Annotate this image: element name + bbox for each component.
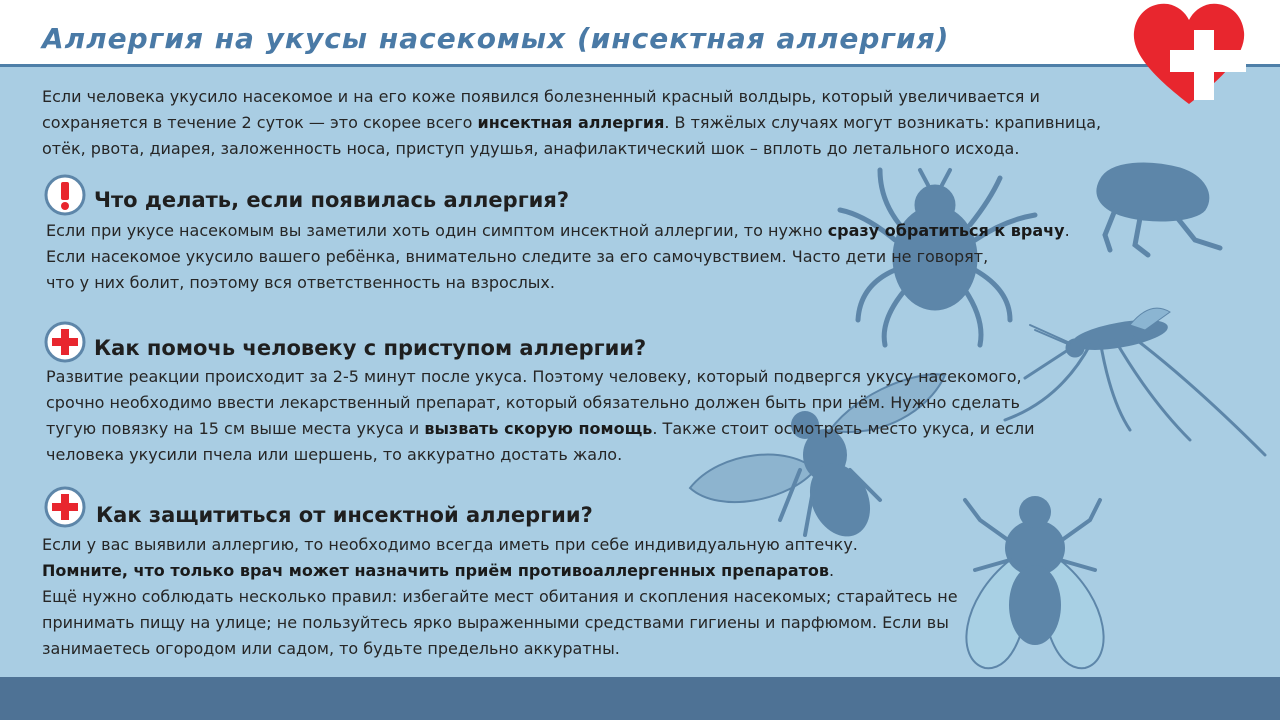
section-line [46, 218, 1070, 244]
section-text-span: . [829, 561, 835, 580]
red-cross-icon [44, 321, 86, 363]
section-bold-term: Помните, что только врач может назначить приём противоаллергенных препаратов [42, 561, 830, 580]
intro-text [42, 84, 1101, 162]
section-text-span: . [1064, 221, 1070, 240]
intro-bold-term: инсектная аллергия [477, 113, 665, 132]
exclamation-icon [44, 174, 86, 216]
mosquito-icon [1005, 308, 1265, 455]
section-text-span: Если при укусе насекомым вы заметили хоть один симптом инсектной аллергии, то нужно [46, 221, 828, 240]
section-line [42, 558, 958, 584]
section-title: Как помочь человеку с приступом аллергии? [94, 336, 647, 360]
flea-icon [1097, 163, 1220, 255]
intro-text-span: . В тяжёлых случаях могут возникать: крапивница, [664, 113, 1102, 132]
section-line: человека укусили пчела или шершень, то аккуратно достать жало. [46, 445, 623, 464]
section-line: срочно необходимо ввести лекарственный препарат, который обязательно должен быть при нём. Нужно сделать [46, 393, 1020, 412]
section-text [42, 532, 958, 662]
section-line: что у них болит, поэтому вся ответственность на взрослых. [46, 273, 555, 292]
intro-line: Если человека укусило насекомое и на его коже появился болезненный красный волдырь, который увеличивается и [42, 87, 1040, 106]
section-line: принимать пищу на улице; не пользуйтесь ярко выраженными средствами гигиены и парфюмом. Если вы [42, 613, 949, 632]
section-line: Если насекомое укусило вашего ребёнка, внимательно следите за его самочувствием. Часто дети не говорят, [46, 247, 989, 266]
intro-line [42, 110, 1101, 136]
section-line [46, 416, 1034, 442]
red-cross-icon [44, 486, 86, 528]
section-title: Как защититься от инсектной аллергии? [96, 503, 593, 527]
page-title: Аллергия на укусы насекомых (инсектная аллергия) [42, 22, 950, 55]
section-bold-term: сразу обратиться к врачу [827, 221, 1065, 240]
section-text-span: тугую повязку на 15 см выше места укуса и [46, 419, 425, 438]
footer-bar [0, 677, 1280, 720]
section-line: Развитие реакции происходит за 2-5 минут после укуса. Поэтому человеку, который подвергся укусу насекомого, [46, 367, 1022, 386]
section-title: Что делать, если появилась аллергия? [94, 188, 570, 212]
section-line: Если у вас выявили аллергию, то необходимо всегда иметь при себе индивидуальную аптечку. [42, 535, 858, 554]
fly-icon [965, 496, 1104, 668]
section-text-span: . Также стоит осмотреть место укуса, и если [652, 419, 1035, 438]
section-bold-term: вызвать скорую помощь [424, 419, 653, 438]
section-line: занимаетесь огородом или садом, то будьте предельно аккуратны. [42, 639, 620, 658]
section-line: Ещё нужно соблюдать несколько правил: избегайте мест обитания и скопления насекомых; старайтесь не [42, 587, 958, 606]
intro-text-span: сохраняется в течение 2 суток — это скорее всего [42, 113, 478, 132]
section-text [46, 364, 1034, 468]
section-text [46, 218, 1070, 296]
intro-line: отёк, рвота, диарея, заложенность носа, приступ удушья, анафилактический шок – вплоть до летального исхода. [42, 139, 1020, 158]
